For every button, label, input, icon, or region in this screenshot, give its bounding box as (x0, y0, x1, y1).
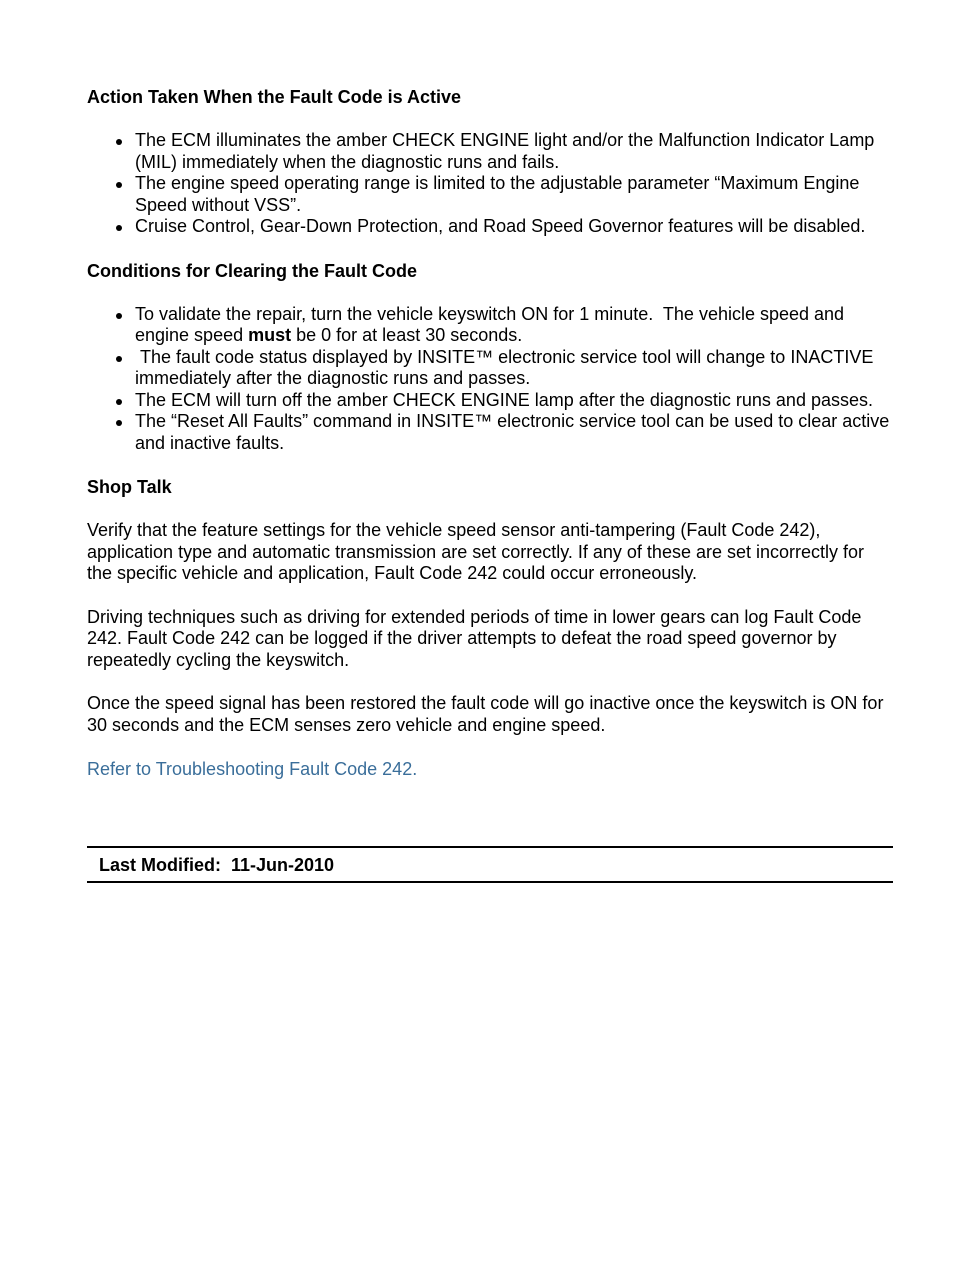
list-item (87, 130, 893, 173)
list-item (87, 347, 893, 390)
list-item-text: The ECM will turn off the amber CHECK ENGINE lamp after the diagnostic runs and passes. (135, 389, 873, 410)
bullet-icon (116, 139, 122, 145)
list-item-text: The “Reset All Faults” command in INSITE™ electronic service tool can be used to clear active and inactive faults. (135, 411, 890, 453)
emphasis-must: must (248, 325, 292, 345)
list-item (87, 173, 893, 216)
heading-conditions-clearing: Conditions for Clearing the Fault Code (87, 260, 417, 281)
list-item (87, 304, 893, 347)
list-item-text: The ECM illuminates the amber CHECK ENGINE light and/or the Malfunction Indicator Lamp (MIL) immediately when the diagnostic runs and fails. (135, 130, 875, 172)
list-item (87, 216, 893, 238)
document-page (87, 86, 893, 780)
shop-talk-paragraph: Driving techniques such as driving for extended periods of time in lower gears can log Fault Code 242. Fault Code 242 can be logged if the driver attempts to defeat the road speed governor by repeatedly cycling the keyswitch. (87, 606, 862, 670)
bullet-icon (116, 420, 122, 426)
bullet-icon (116, 356, 122, 362)
footer-bar (87, 846, 893, 883)
bullet-icon (116, 182, 122, 188)
shop-talk-paragraph: Verify that the feature settings for the vehicle speed sensor anti-tampering (Fault Code 242), application type and automatic transmission are set correctly. If any of these are set incorrectly for the specific vehicle and application, Fault Code 242 could occur erroneously. (87, 520, 865, 583)
heading-shop-talk: Shop Talk (87, 477, 172, 497)
list-item-text: be 0 for at least 30 seconds. (291, 325, 523, 345)
shop-talk-paragraph: Once the speed signal has been restored the fault code will go inactive once the keyswitch is ON for 30 seconds and the ECM senses zero vehicle and engine speed. (87, 693, 884, 735)
bullet-icon (116, 225, 122, 231)
clearing-bullet-list (87, 304, 893, 455)
list-item-text: To validate the repair, turn the vehicle keyswitch ON for 1 minute. The vehicle speed and engine speed (135, 303, 845, 345)
list-item-text: Cruise Control, Gear-Down Protection, and Road Speed Governor features will be disabled. (135, 216, 866, 236)
list-item (87, 390, 893, 412)
list-item (87, 411, 893, 454)
last-modified-label: Last Modified: 11-Jun-2010 (99, 855, 335, 875)
list-item-text: The engine speed operating range is limited to the adjustable parameter “Maximum Engine Speed without VSS”. (135, 173, 860, 215)
bullet-icon (116, 399, 122, 405)
list-item-text: The fault code status displayed by INSITE™ electronic service tool will change to INACTIVE immediately after the diagnostic runs and passes. (135, 346, 874, 388)
action-bullet-list (87, 130, 893, 238)
troubleshooting-link[interactable]: Refer to Troubleshooting Fault Code 242. (87, 759, 418, 779)
bullet-icon (116, 313, 122, 319)
heading-action-taken: Action Taken When the Fault Code is Active (87, 87, 462, 107)
